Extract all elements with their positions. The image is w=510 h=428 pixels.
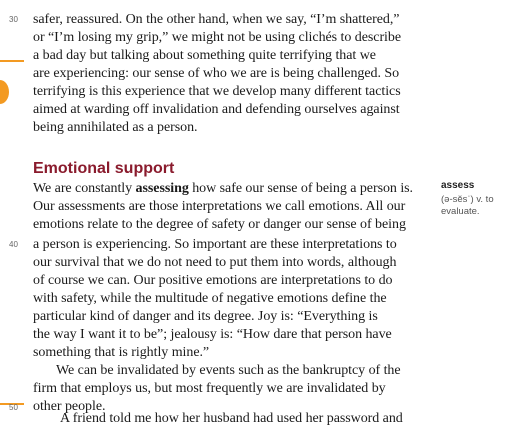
glossary-definition: (ə-sĕsˈ) v. to evaluate.: [441, 194, 494, 217]
line-number: 40: [9, 240, 18, 249]
orange-margin-tick: [0, 60, 24, 62]
body-text-line: or “I’m losing my grip,” we might not be using clichés to describe: [33, 30, 402, 45]
body-text-line: the way I want it to be”; jealousy is: “How dare that person have: [33, 327, 392, 342]
body-text-line: firm that employs us, but most frequently we are invalidated by: [33, 381, 386, 396]
glossary-term: assess: [441, 180, 475, 191]
text-segment: how safe our sense of being a person is.: [188, 181, 414, 196]
text-segment: We are constantly: [33, 181, 136, 196]
section-heading: Emotional support: [33, 160, 175, 177]
body-text-line: other people.: [33, 399, 106, 414]
body-text-line: a bad day but talking about something quite terrifying that we: [33, 48, 376, 63]
body-text-line: terrifying is this experience that we develop many different tactics: [33, 84, 401, 99]
body-text-line: A friend told me how her husband had used her password and: [60, 411, 403, 426]
body-text-line: being annihilated as a person.: [33, 120, 198, 135]
body-text-line: emotions relate to the degree of safety or danger our sense of being: [33, 217, 406, 232]
line-number: 30: [9, 15, 18, 24]
body-text-line: of course we can. Our positive emotions are interpretations to do: [33, 273, 393, 288]
body-text-line: [33, 180, 413, 198]
body-text-line: aimed at warding off invalidation and defending ourselves against: [33, 102, 400, 117]
body-text-line: a person is experiencing. So important are these interpretations to: [33, 237, 397, 252]
body-text-line: something that is rightly mine.”: [33, 345, 210, 360]
body-text-line: are experiencing: our sense of who we are is being challenged. So: [33, 66, 400, 81]
body-text-line: We can be invalidated by events such as the bankruptcy of the: [56, 363, 401, 378]
body-text-line: with safety, while the multitude of negative emotions define the: [33, 291, 387, 306]
line-number: 50: [9, 403, 18, 412]
body-text-line: safer, reassured. On the other hand, when we say, “I’m shattered,”: [33, 12, 400, 27]
body-text-line: particular kind of danger and its degree. Joy is: “Everything is: [33, 309, 378, 324]
orange-margin-marker: [0, 80, 9, 104]
body-text-line: Our assessments are those interpretations we call emotions. All our: [33, 199, 406, 214]
glossary-term-inline: assessing: [135, 181, 189, 196]
body-text-line: our survival that we do not need to put them into words, although: [33, 255, 397, 270]
